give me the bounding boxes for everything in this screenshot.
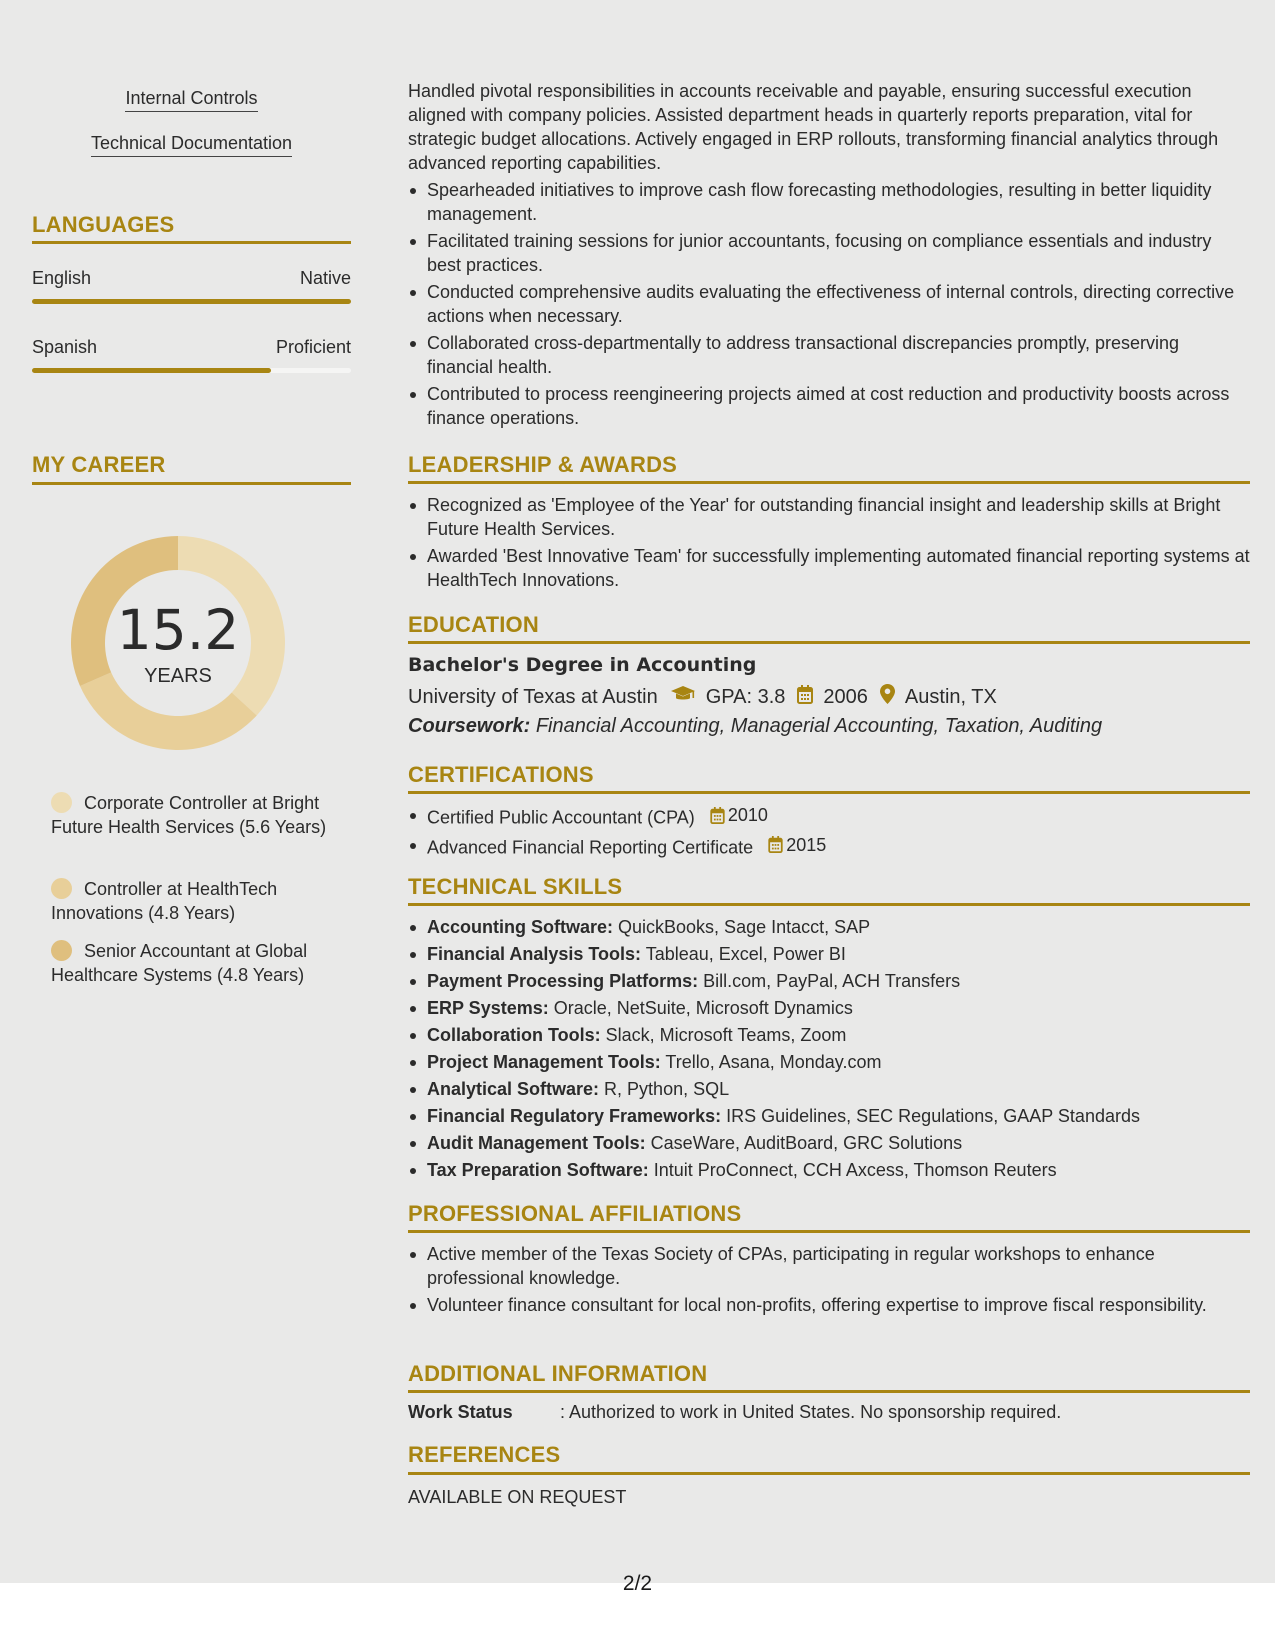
tech-skill-item [408,1050,1250,1074]
language-bar-fill [32,299,351,304]
language-bar-english [32,299,351,304]
experience-bullet: Collaborated cross-departmentally to address transactional discrepancies promptly, preserving financial health. [408,331,1250,379]
skill-text: Internal Controls [125,88,257,112]
tech-skill-value: Tableau, Excel, Power BI [641,944,846,964]
references-text: AVAILABLE ON REQUEST [408,1487,627,1507]
affiliation-item: Active member of the Texas Society of CPAs, participating in regular workshops to enhance professional knowledge. [408,1242,1250,1290]
tech-skill-item [408,996,1250,1020]
tech-skill-value: IRS Guidelines, SEC Regulations, GAAP Standards [721,1106,1140,1126]
gpa: GPA: 3.8 [705,685,786,708]
tech-skill-label: Financial Regulatory Frameworks: [427,1106,722,1126]
language-level: Native [299,268,351,288]
certifications-list [408,803,1250,859]
career-unit: YEARS [144,665,212,687]
experience-bullet: Conducted comprehensive audits evaluating the effectiveness of internal controls, directing corrective actions when necessary. [408,280,1250,328]
language-name: Spanish [32,337,98,357]
certification-name: Certified Public Accountant (CPA) [427,807,695,828]
tech-skill-item [408,1158,1250,1182]
technical-skills-list [408,915,1250,1182]
legend-label: Controller at HealthTech Innovations (4.8 Years) [51,879,278,923]
location-pin-icon [880,684,895,710]
certification-item [408,803,1250,830]
education-details [408,684,997,710]
tech-skill-value: R, Python, SQL [599,1079,730,1099]
tech-skill-label: Project Management Tools: [427,1052,661,1072]
legend-dot-icon [51,878,72,899]
calendar-icon [797,685,813,710]
work-status-value: : Authorized to work in United States. No sponsorship required. [560,1402,1062,1422]
certification-name: Advanced Financial Reporting Certificate [427,837,754,857]
additional-info-rule [408,1390,1250,1393]
tech-skill-item [408,1131,1250,1155]
language-name: English [32,268,92,288]
experience-summary: Handled pivotal responsibilities in accounts receivable and payable, ensuring successful execution aligned with company policies. Assisted department heads in quarterly reports preparation, vital for strategic budget allocations. Actively engaged in ERP rollouts, transforming financial analytics through advanced reporting capabilities. [408,81,1219,173]
tech-skill-item [408,969,1250,993]
legend-dot-icon [51,792,72,813]
certifications-title: CERTIFICATIONS [408,762,594,787]
certification-item [408,833,1250,860]
certification-year: 2010 [727,805,768,825]
tech-skill-item [408,942,1250,966]
experience-bullet: Spearheaded initiatives to improve cash flow forecasting methodologies, resulting in better liquidity management. [408,178,1250,226]
graduation-year: 2006 [823,685,868,708]
work-status-label: Work Status [408,1402,513,1422]
skill-text: Technical Documentation [91,133,292,157]
tech-skill-label: Financial Analysis Tools: [427,944,642,964]
calendar-icon [710,807,725,824]
career-donut-chart [66,531,290,755]
languages-title: LANGUAGES [32,212,175,237]
tech-skill-label: Collaboration Tools: [427,1025,601,1045]
technical-skills-rule [408,903,1250,906]
skill-link-technical-documentation [32,133,351,154]
tech-skill-item [408,915,1250,939]
education-rule [408,641,1250,644]
language-row-spanish [32,337,351,358]
career-total: 15.2 [116,598,240,662]
references-title: REFERENCES [408,1442,561,1467]
leadership-title: LEADERSHIP & AWARDS [408,452,678,477]
affiliations-title: PROFESSIONAL AFFILIATIONS [408,1201,742,1226]
tech-skill-label: Payment Processing Platforms: [427,971,699,991]
leadership-list [408,493,1250,592]
tech-skill-item [408,1077,1250,1101]
technical-skills-title: TECHNICAL SKILLS [408,874,623,899]
tech-skill-value: Intuit ProConnect, CCH Axcess, Thomson Reuters [648,1160,1057,1180]
certifications-rule [408,791,1250,794]
calendar-icon [768,836,783,853]
languages-rule [32,241,351,244]
experience-bullet: Facilitated training sessions for junior accountants, focusing on compliance essentials and industry best practices. [408,229,1250,277]
skill-link-internal-controls [32,88,351,109]
page-number: 2/2 [622,1572,653,1595]
career-title: MY CAREER [32,452,166,477]
tech-skill-value: Slack, Microsoft Teams, Zoom [600,1025,847,1045]
legend-dot-icon [51,940,72,961]
career-rule [32,482,351,485]
references-rule [408,1472,1250,1475]
tech-skill-item [408,1023,1250,1047]
education-title: EDUCATION [408,612,539,637]
experience-bullets [408,178,1250,430]
school-name: University of Texas at Austin [408,685,658,708]
language-bar-fill [32,368,271,373]
certification-year: 2015 [786,834,827,855]
leadership-item: Recognized as 'Employee of the Year' for outstanding financial insight and leadership skills at Bright Future Health Services. [408,493,1250,541]
career-legend-item [51,939,331,987]
tech-skill-item [408,1104,1250,1128]
tech-skill-label: Analytical Software: [427,1079,600,1099]
legend-label: Corporate Controller at Bright Future Health Services (5.6 Years) [51,793,327,837]
tech-skill-value: CaseWare, AuditBoard, GRC Solutions [645,1133,963,1153]
coursework-label: Coursework: [408,715,531,737]
career-legend-item [51,791,331,839]
tech-skill-label: ERP Systems: [427,998,549,1018]
certification-year-wrap [710,803,768,827]
leadership-item: Awarded 'Best Innovative Team' for successfully implementing automated financial reporting systems at HealthTech Innovations. [408,544,1250,592]
affiliations-rule [408,1230,1250,1233]
language-row-english [32,268,351,289]
affiliation-item: Volunteer finance consultant for local non-profits, offering expertise to improve fiscal responsibility. [408,1293,1250,1317]
career-legend-item [51,877,331,925]
coursework-list: Financial Accounting, Managerial Accounting, Taxation, Auditing [535,715,1103,737]
graduation-cap-icon [670,685,696,709]
tech-skill-value: QuickBooks, Sage Intacct, SAP [613,917,871,937]
language-level: Proficient [275,337,351,357]
tech-skill-label: Tax Preparation Software: [427,1160,649,1180]
tech-skill-value: Bill.com, PayPal, ACH Transfers [698,971,961,991]
tech-skill-value: Oracle, NetSuite, Microsoft Dynamics [548,998,853,1018]
certification-year-wrap [768,833,826,857]
experience-bullet: Contributed to process reengineering projects aimed at cost reduction and productivity boosts across finance operations. [408,382,1250,430]
tech-skill-label: Audit Management Tools: [427,1133,646,1153]
degree-title: Bachelor's Degree in Accounting [408,654,757,676]
work-status-row [408,1402,1061,1423]
tech-skill-label: Accounting Software: [427,917,614,937]
tech-skill-value: Trello, Asana, Monday.com [660,1052,882,1072]
leadership-rule [408,481,1250,484]
legend-label: Senior Accountant at Global Healthcare Systems (4.8 Years) [51,941,308,985]
additional-info-title: ADDITIONAL INFORMATION [408,1361,708,1386]
affiliations-list [408,1242,1250,1317]
school-location: Austin, TX [904,685,997,708]
language-bar-spanish [32,368,351,373]
coursework [408,715,1102,738]
